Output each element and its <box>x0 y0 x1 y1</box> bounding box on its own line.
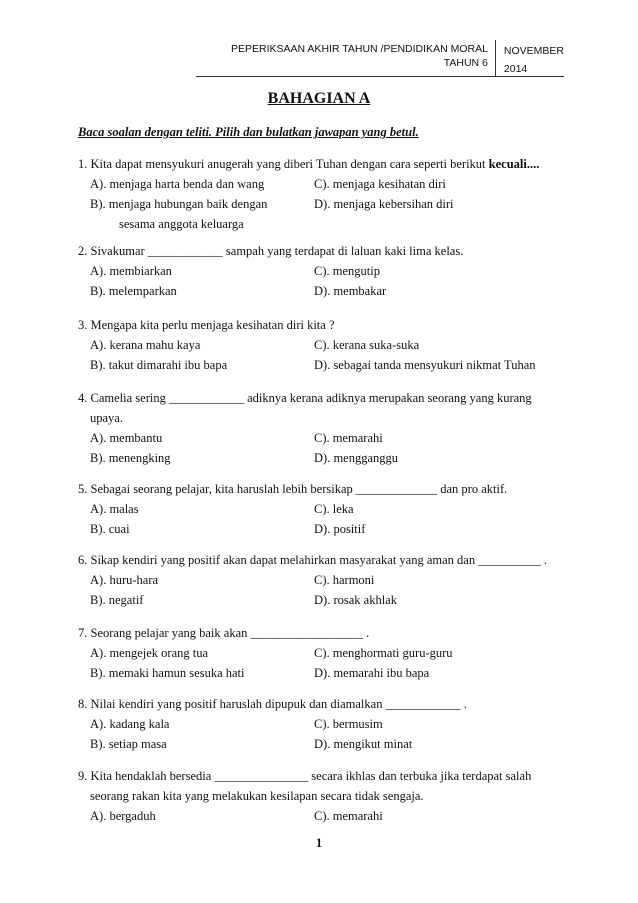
option-b[interactable]: B). setiap masa <box>90 737 167 751</box>
option-a[interactable]: A). malas <box>90 502 139 516</box>
options <box>90 643 568 683</box>
option-c[interactable]: C). mengutip <box>314 264 380 278</box>
question-text: 1. Kita dapat mensyukuri anugerah yang diberi Tuhan dengan cara seperti berikut kecuali.... <box>78 157 540 171</box>
question-text: 6. Sikap kendiri yang positif akan dapat melahirkan masyarakat yang aman dan __________ . <box>78 553 547 567</box>
header-rule <box>196 76 564 77</box>
option-d[interactable]: D). mengganggu <box>314 451 399 465</box>
question-emphasis: kecuali.... <box>488 157 540 171</box>
option-b[interactable]: B). menengking <box>90 451 171 465</box>
option-a[interactable]: A). mengejek orang tua <box>90 646 209 660</box>
option-d[interactable]: D). sebagai tanda mensyukuri nikmat Tuhan <box>314 358 536 372</box>
question-6 <box>78 550 568 610</box>
option-b[interactable]: B). takut dimarahi ibu bapa <box>90 358 228 372</box>
options <box>90 806 568 826</box>
option-continuation: sesama anggota keluarga <box>119 217 244 231</box>
question-7 <box>78 623 568 683</box>
options <box>90 499 568 539</box>
instruction: Baca soalan dengan teliti. Pilih dan bulatkan jawapan yang betul. <box>78 125 419 139</box>
question-8 <box>78 694 568 754</box>
question-text: 7. Seorang pelajar yang baik akan __________________ . <box>78 626 370 640</box>
question-text-continuation: seorang rakan kita yang melakukan kesilapan secara tidak sengaja. <box>90 789 424 803</box>
question-1 <box>78 154 568 234</box>
option-c[interactable]: C). menjaga kesihatan diri <box>314 177 446 191</box>
question-text: 9. Kita hendaklah bersedia _______________ secara ikhlas dan terbuka jika terdapat salah <box>78 769 532 783</box>
option-b[interactable]: B). memaki hamun sesuka hati <box>90 666 245 680</box>
option-c[interactable]: C). memarahi <box>314 809 383 823</box>
option-d[interactable]: D). rosak akhlak <box>314 593 397 607</box>
exam-year: 2014 <box>503 63 528 75</box>
option-a[interactable]: A). huru-hara <box>90 573 159 587</box>
option-d[interactable]: D). mengikut minat <box>314 737 413 751</box>
options <box>90 261 568 301</box>
page-number: 1 <box>315 836 323 850</box>
options <box>90 428 568 468</box>
option-a[interactable]: A). bergaduh <box>90 809 156 823</box>
option-c[interactable]: C). menghormati guru-guru <box>314 646 453 660</box>
section-title: BAHAGIAN A <box>267 90 371 107</box>
option-c[interactable]: C). harmoni <box>314 573 375 587</box>
option-c[interactable]: C). leka <box>314 502 354 516</box>
question-text: 5. Sebagai seorang pelajar, kita haruslah lebih bersikap _____________ dan pro aktif. <box>78 482 508 496</box>
question-5 <box>78 479 568 539</box>
option-c[interactable]: C). bermusim <box>314 717 383 731</box>
option-d[interactable]: D). positif <box>314 522 366 536</box>
option-a[interactable]: A). membantu <box>90 431 163 445</box>
question-text-continuation: upaya. <box>90 411 123 425</box>
question-9 <box>78 766 568 826</box>
option-b[interactable]: B). menjaga hubungan baik dengan <box>90 197 268 211</box>
option-b[interactable]: B). cuai <box>90 522 130 536</box>
option-a[interactable]: A). kadang kala <box>90 717 170 731</box>
options <box>90 335 568 375</box>
option-a[interactable]: A). membiarkan <box>90 264 172 278</box>
option-d[interactable]: D). memarahi ibu bapa <box>314 666 430 680</box>
option-a[interactable]: A). kerana mahu kaya <box>90 338 201 352</box>
exam-date <box>496 40 564 76</box>
option-b[interactable]: B). negatif <box>90 593 144 607</box>
option-b[interactable]: B). melemparkan <box>90 284 177 298</box>
option-d[interactable]: D). menjaga kebersihan diri <box>314 197 454 211</box>
question-text: 2. Sivakumar ____________ sampah yang terdapat di laluan kaki lima kelas. <box>78 244 464 258</box>
exam-title: PEPERIKSAAN AKHIR TAHUN /PENDIDIKAN MORAL TAHUN 6 <box>196 40 496 76</box>
question-2 <box>78 241 568 301</box>
option-a[interactable]: A). menjaga harta benda dan wang <box>90 177 265 191</box>
question-text: 4. Camelia sering ____________ adiknya kerana adiknya merupakan seorang yang kurang <box>78 391 532 405</box>
question-4 <box>78 388 568 468</box>
options <box>90 714 568 754</box>
option-c[interactable]: C). kerana suka-suka <box>314 338 420 352</box>
question-text: 8. Nilai kendiri yang positif haruslah dipupuk dan diamalkan ____________ . <box>78 697 467 711</box>
question-3 <box>78 315 568 375</box>
page-header <box>196 40 564 76</box>
exam-month: NOVEMBER <box>503 45 564 57</box>
option-d[interactable]: D). membakar <box>314 284 387 298</box>
question-text: 3. Mengapa kita perlu menjaga kesihatan diri kita ? <box>78 318 335 332</box>
options <box>90 570 568 610</box>
option-c[interactable]: C). memarahi <box>314 431 383 445</box>
options <box>90 174 568 214</box>
